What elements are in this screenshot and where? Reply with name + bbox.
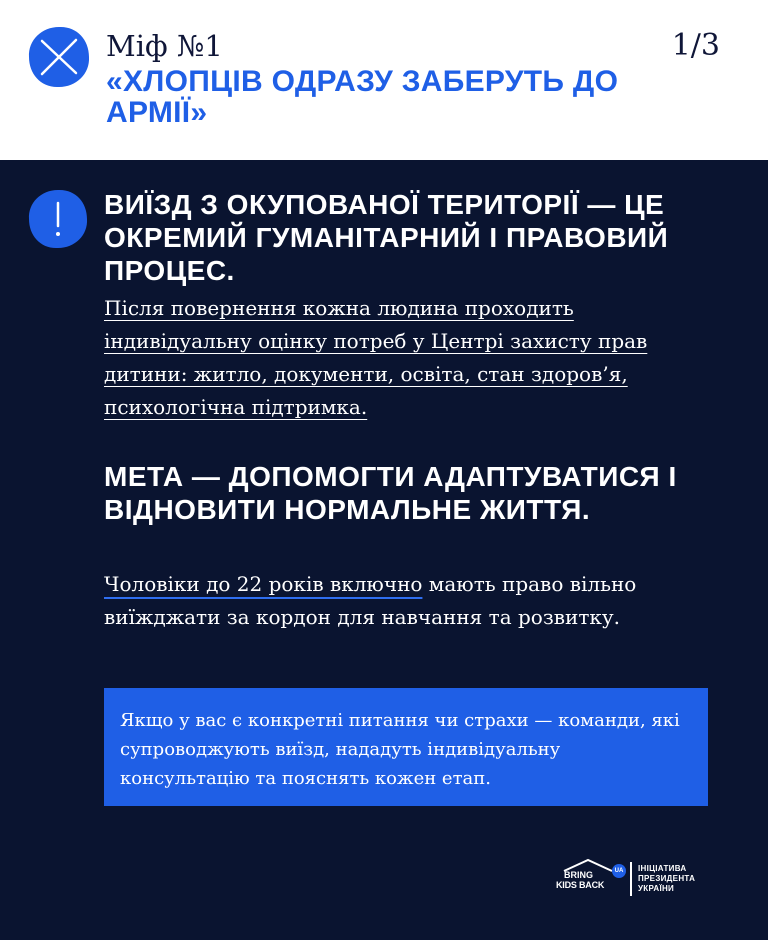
heading-process: ВИЇЗД З ОКУПОВАНОЇ ТЕРИТОРІЇ — ЦЕ ОКРЕМИЙ ГУМАНІТАРНИЙ І ПРАВОВИЙ ПРОЦЕС.	[104, 189, 669, 286]
myth-quote: «ХЛОПЦІВ ОДРАЗУ ЗАБЕРУТЬ ДО АРМІЇ»	[106, 65, 619, 129]
page-counter: 1/3	[671, 28, 720, 63]
cross-icon	[26, 24, 92, 90]
logo-ua-badge: UA	[612, 864, 626, 878]
logo-bring-text: BRING	[564, 870, 593, 880]
bring-kids-back-logo	[556, 858, 716, 904]
myth-label: Міф №1	[106, 29, 223, 63]
info-box-text: Якщо у вас є конкретні питання чи страхи — команди, які супроводжують виїзд, нададуть індивідуальну консультацію та пояснять кожен етап.	[120, 710, 680, 789]
main-panel	[0, 160, 768, 940]
header	[0, 0, 768, 160]
paragraph-travel	[104, 568, 724, 634]
paragraph-rest: мають право вільно виїжджати за кордон для навчання та розвитку.	[104, 572, 637, 629]
logo-divider	[630, 862, 632, 896]
paragraph-highlight: Чоловіки до 22 років включно	[104, 572, 423, 596]
logo-kids-back-text: KIDS BACK	[556, 880, 605, 890]
paragraph-assessment: Після повернення кожна людина проходить індивідуальну оцінку потреб у Центрі захисту прав дитини: житло, документи, освіта, стан здоров’я, психологічна підтримка.	[104, 296, 648, 419]
heading-goal: МЕТА — ДОПОМОГТИ АДАПТУВАТИСЯ І ВІДНОВИТИ НОРМАЛЬНЕ ЖИТТЯ.	[104, 461, 677, 525]
exclamation-icon	[27, 188, 89, 250]
logo-initiative-text: ІНІЦІАТИВА ПРЕЗИДЕНТА УКРАЇНИ	[638, 864, 696, 893]
info-box	[104, 688, 708, 806]
